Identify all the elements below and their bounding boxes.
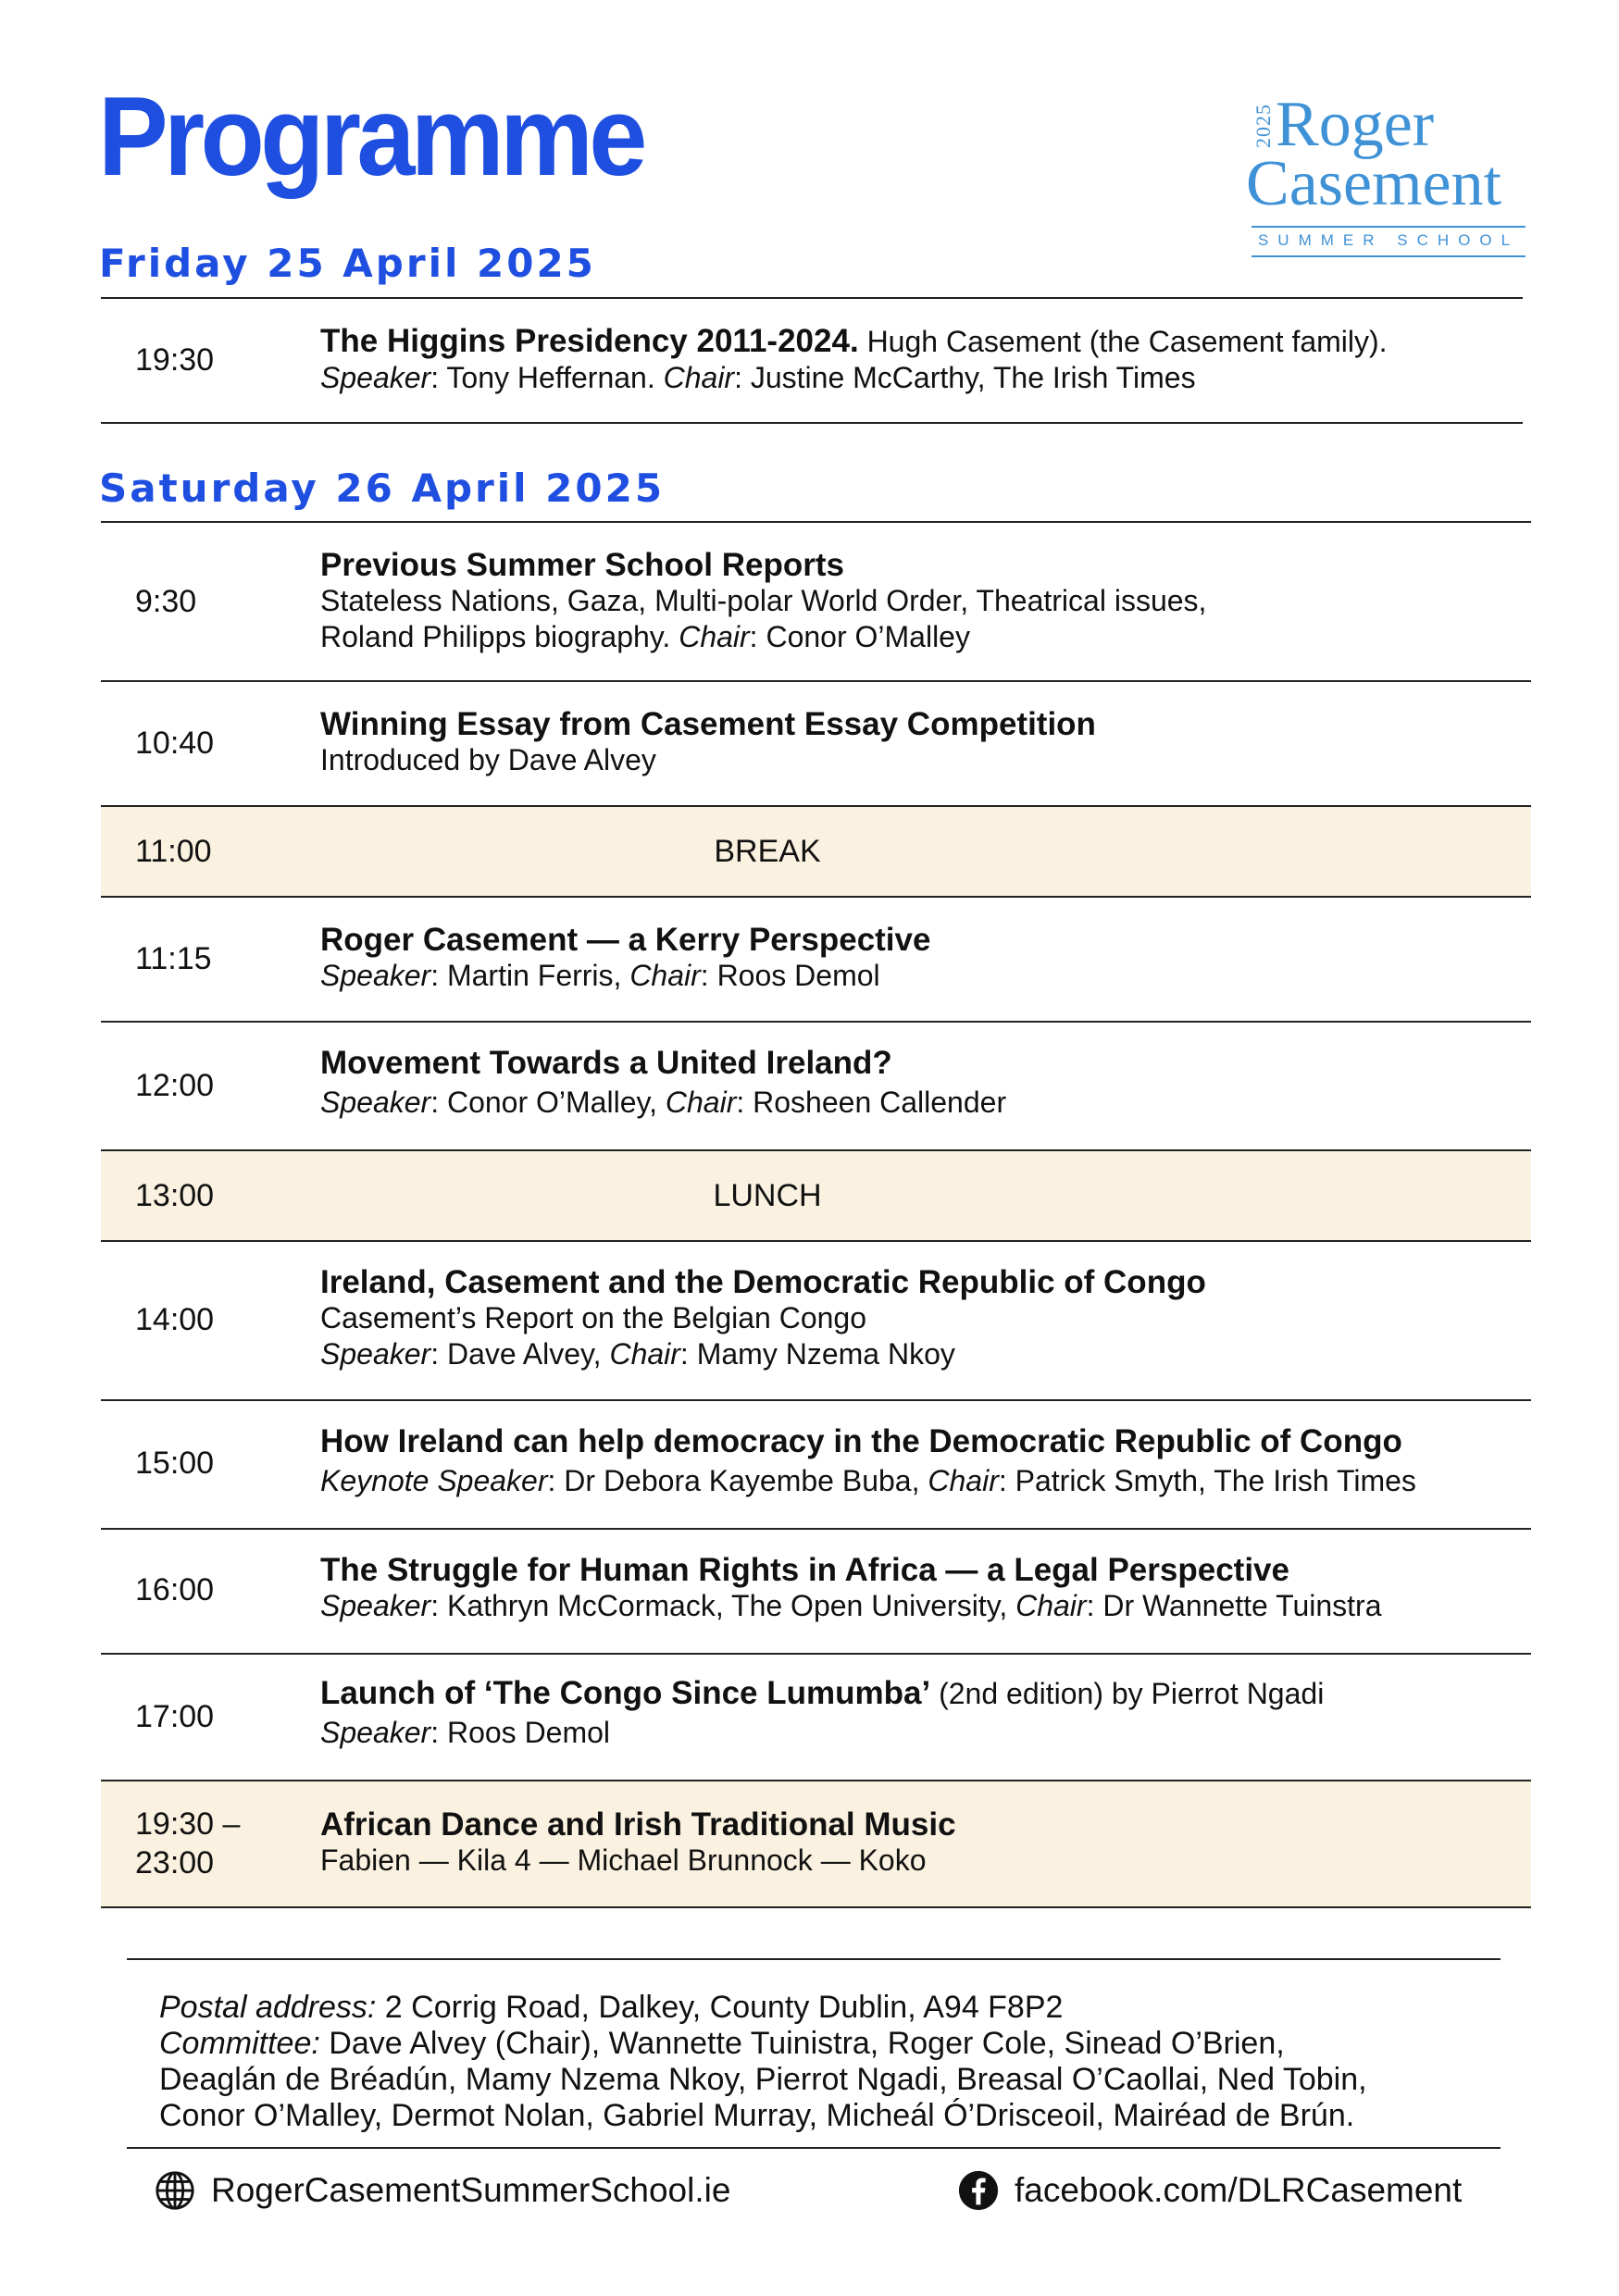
- event-time: 12:00: [135, 1068, 215, 1103]
- event-time: 16:00: [135, 1572, 215, 1607]
- event-row-1115: [101, 898, 1531, 1021]
- speaker-label: Speaker: [320, 1086, 431, 1119]
- saturday-heading: Saturday 26 April 2025: [99, 465, 666, 511]
- friday-heading: Friday 25 April 2025: [99, 241, 596, 286]
- event-row-break: [101, 807, 1531, 896]
- event-title: How Ireland can help democracy in the Democratic Republic of Congo: [320, 1423, 1402, 1459]
- logo-casement: Casement: [1246, 148, 1502, 219]
- event-row-lunch: [101, 1151, 1531, 1240]
- chair-label: Chair: [1015, 1589, 1087, 1622]
- chair-name: : Dr Wannette Tuinstra: [1086, 1589, 1382, 1622]
- event-content: [320, 1264, 1524, 1372]
- event-title: Previous Summer School Reports: [320, 547, 844, 583]
- event-title: Launch of ‘The Congo Since Lumumba’: [320, 1675, 931, 1711]
- chair-label: Chair: [629, 959, 701, 992]
- logo-summer-school: SUMMER SCHOOL: [1252, 226, 1526, 250]
- event-row-1400: [101, 1242, 1531, 1399]
- event-title-suffix: (2nd edition) by Pierrot Ngadi: [930, 1677, 1325, 1710]
- committee-label: Committee:: [159, 2026, 320, 2061]
- page-title: Programme: [98, 73, 643, 199]
- event-detail: Fabien — Kila 4 — Michael Brunnock — Koko: [320, 1843, 927, 1877]
- speaker-name: : Roos Demol: [430, 1716, 611, 1749]
- event-title: The Higgins Presidency 2011-2024.: [320, 323, 859, 359]
- event-time: 19:30: [135, 342, 215, 378]
- event-time: 14:00: [135, 1302, 215, 1337]
- speaker-label: Speaker: [320, 1716, 431, 1749]
- event-time: 11:00: [135, 834, 212, 869]
- divider: [127, 2147, 1501, 2149]
- event-content: [320, 547, 1524, 655]
- website-text: RogerCasementSummerSchool.ie: [211, 2171, 731, 2209]
- event-content: [320, 323, 1524, 396]
- chair-name: : Mamy Nzema Nkoy: [679, 1337, 955, 1371]
- postal-address: 2 Corrig Road, Dalkey, County Dublin, A94 F8P2: [376, 1990, 1064, 2025]
- event-row-friday-1930: [101, 299, 1531, 422]
- event-content: [320, 1675, 1524, 1751]
- event-content: [320, 922, 1524, 994]
- speaker-label: Speaker: [320, 361, 431, 394]
- speaker-name: : Dr Debora Kayembe Buba,: [547, 1464, 928, 1497]
- chair-label: Chair: [928, 1464, 999, 1497]
- event-row-1040: [101, 682, 1531, 805]
- event-content: [320, 706, 1524, 778]
- break-label: BREAK: [714, 834, 821, 869]
- event-content: [320, 1806, 1524, 1879]
- footer-info: [159, 1990, 1529, 2134]
- divider: [101, 422, 1523, 424]
- speaker-label: Speaker: [320, 1337, 431, 1371]
- facebook-icon: [957, 2169, 1000, 2212]
- event-detail: Roland Philipps biography.: [320, 620, 679, 653]
- event-title: Roger Casement — a Kerry Perspective: [320, 922, 931, 958]
- chair-name: : Patrick Smyth, The Irish Times: [998, 1464, 1416, 1497]
- event-time: 15:00: [135, 1446, 215, 1481]
- speaker-name: : Dave Alvey,: [430, 1337, 610, 1371]
- facebook-text: facebook.com/DLRCasement: [1015, 2171, 1463, 2209]
- speaker-name: : Kathryn McCormack, The Open University,: [430, 1589, 1016, 1622]
- lunch-label: LUNCH: [713, 1178, 822, 1213]
- event-time: 13:00: [135, 1178, 215, 1213]
- speaker-name: : Conor O’Malley,: [430, 1086, 666, 1119]
- event-detail: Casement’s Report on the Belgian Congo: [320, 1301, 866, 1334]
- event-title: Ireland, Casement and the Democratic Republic of Congo: [320, 1264, 1206, 1300]
- event-time: 10:40: [135, 726, 215, 761]
- event-time-end: 23:00: [135, 1845, 215, 1880]
- event-row-0930: [101, 523, 1531, 680]
- globe-icon: [154, 2169, 196, 2212]
- event-time-start: 19:30 –: [135, 1806, 241, 1842]
- event-content: [320, 1045, 1524, 1121]
- event-row-1500: [101, 1401, 1531, 1528]
- event-detail: Stateless Nations, Gaza, Multi-polar World Order, Theatrical issues,: [320, 584, 1207, 617]
- speaker-name: : Tony Heffernan.: [430, 361, 664, 394]
- event-title: The Struggle for Human Rights in Africa — a Legal Perspective: [320, 1552, 1289, 1588]
- event-detail: Introduced by Dave Alvey: [320, 743, 656, 776]
- speaker-label: Speaker: [320, 959, 431, 992]
- event-time: 9:30: [135, 584, 197, 619]
- speaker-name: : Martin Ferris,: [430, 959, 630, 992]
- event-content: [320, 1552, 1619, 1624]
- event-time: 11:15: [135, 941, 212, 976]
- event-content: [320, 1423, 1619, 1499]
- event-row-1700: [101, 1655, 1531, 1780]
- event-row-evening: [101, 1781, 1531, 1906]
- logo-year: 2025: [1252, 104, 1275, 148]
- event-title-suffix: Hugh Casement (the Casement family).: [858, 325, 1388, 358]
- event-time: [135, 1805, 240, 1882]
- speaker-label: Keynote Speaker: [320, 1464, 548, 1497]
- roger-casement-logo: [1237, 89, 1533, 259]
- event-title: Movement Towards a United Ireland?: [320, 1045, 892, 1081]
- event-title: Winning Essay from Casement Essay Competition: [320, 706, 1096, 742]
- event-time: 17:00: [135, 1699, 215, 1734]
- divider: [127, 1958, 1501, 1960]
- chair-name: : Roos Demol: [700, 959, 880, 992]
- logo-roger: Roger: [1276, 89, 1435, 160]
- chair-label: Chair: [609, 1337, 680, 1371]
- chair-label: Chair: [663, 361, 735, 394]
- chair-name: : Justine McCarthy, The Irish Times: [734, 361, 1196, 394]
- committee-members: Conor O’Malley, Dermot Nolan, Gabriel Murray, Micheál Ó’Drisceoil, Mairéad de Brún.: [159, 2098, 1355, 2133]
- facebook-link[interactable]: [957, 2169, 1462, 2212]
- divider: [101, 1906, 1531, 1908]
- event-title: African Dance and Irish Traditional Music: [320, 1806, 956, 1843]
- speaker-label: Speaker: [320, 1589, 431, 1622]
- postal-label: Postal address:: [159, 1990, 377, 2025]
- chair-label: Chair: [665, 1086, 737, 1119]
- committee-members: Deaglán de Bréadún, Mamy Nzema Nkoy, Pierrot Ngadi, Breasal O’Caollai, Ned Tobin,: [159, 2062, 1367, 2097]
- website-link[interactable]: [154, 2169, 730, 2212]
- chair-name: : Conor O’Malley: [749, 620, 970, 653]
- chair-label: Chair: [679, 620, 750, 653]
- event-row-1600: [101, 1530, 1531, 1653]
- event-row-1200: [101, 1023, 1531, 1149]
- committee-members: Dave Alvey (Chair), Wannette Tuinistra, Roger Cole, Sinead O’Brien,: [319, 2026, 1285, 2061]
- chair-name: : Rosheen Callender: [736, 1086, 1007, 1119]
